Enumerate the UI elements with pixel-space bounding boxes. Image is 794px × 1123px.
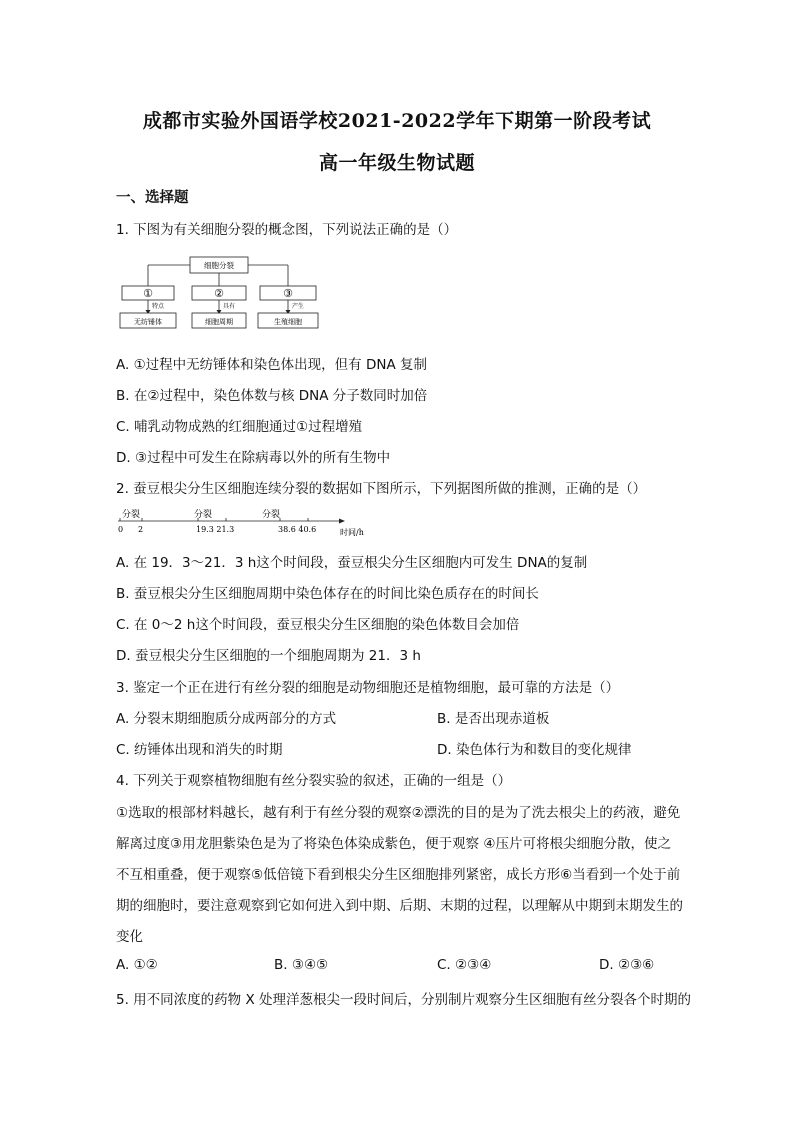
q4-body-line: 不互相重叠，便于观察⑤低倍镜下看到根尖分生区细胞排列紧密，成长方形⑥当看到一个处于前	[116, 867, 681, 883]
q2-stem: 2. 蚕豆根尖分生区细胞连续分裂的数据如下图所示，下列据图所做的推测，正确的是（）	[116, 481, 647, 497]
diagram-box-3: ③	[283, 287, 293, 300]
diagram-top-label: 细胞分裂	[204, 261, 234, 270]
q4-body-line: ①选取的根部材料越长，越有利于有丝分裂的观察②漂洗的目的是为了洗去根尖上的药液，避免	[116, 805, 681, 821]
diagram-bottom-2: 细胞周期	[205, 318, 233, 326]
timeline-label-2: 分裂	[194, 510, 213, 520]
cell-cycle-timeline	[116, 505, 376, 541]
q4-stem: 4. 下列关于观察植物细胞有丝分裂实验的叙述，正确的一组是（）	[116, 773, 512, 789]
q3-option-c: C. 纺锤体出现和消失的时期	[116, 742, 283, 758]
q4-option-d: D. ②③⑥	[599, 957, 655, 973]
q1-option-b: B. 在②过程中，染色体数与核 DNA 分子数同时加倍	[116, 388, 428, 404]
q4-body-line: 变化	[116, 929, 143, 945]
q2-option-b: B. 蚕豆根尖分生区细胞周期中染色体存在的时间比染色质存在的时间长	[116, 586, 539, 602]
diagram-box-2: ②	[214, 287, 224, 300]
cell-division-concept-diagram	[118, 255, 328, 330]
exam-title: 成都市实验外国语学校2021-2022学年下期第一阶段考试	[142, 110, 652, 132]
timeline-label-3: 分裂	[262, 510, 281, 520]
q1-option-a: A. ①过程中无纺锤体和染色体出现，但有 DNA 复制	[116, 357, 427, 373]
q5-stem: 5. 用不同浓度的药物 X 处理洋葱根尖一段时间后，分别制片观察分生区细胞有丝分裂各个时期的	[116, 992, 692, 1008]
q1-stem: 1. 下图为有关细胞分裂的概念图，下列说法正确的是（）	[116, 222, 458, 238]
diagram-link-3: 产生	[292, 303, 305, 310]
diagram-link-1: 特点	[152, 303, 165, 310]
q4-option-b: B. ③④⑤	[274, 957, 329, 973]
q4-body-line: 解离过度③用龙胆紫染色是为了将染色体染成紫色，便于观察 ④压片可将根尖细胞分散，使之	[116, 836, 671, 852]
exam-subtitle: 高一年级生物试题	[318, 152, 475, 174]
diagram-bottom-3: 生殖细胞	[274, 318, 302, 326]
q3-stem: 3. 鉴定一个正在进行有丝分裂的细胞是动物细胞还是植物细胞，最可靠的方法是（）	[116, 680, 620, 696]
section-heading: 一、选择题	[116, 190, 189, 206]
timeline-tick-2: 2	[138, 525, 144, 534]
q2-option-d: D. 蚕豆根尖分生区细胞的一个细胞周期为 21．3 h	[116, 648, 421, 664]
timeline-axis-label: 时间/h	[340, 528, 364, 537]
q2-option-c: C. 在 0～2 h这个时间段，蚕豆根尖分生区细胞的染色体数目会加倍	[116, 617, 520, 633]
timeline-tick-19-21: 19.3 21.3	[196, 525, 235, 534]
diagram-bottom-1: 无纺锤体	[134, 318, 162, 326]
q3-option-b: B. 是否出现赤道板	[437, 711, 550, 727]
timeline-tick-0: 0	[118, 525, 124, 534]
q3-option-d: D. 染色体行为和数目的变化规律	[437, 742, 632, 758]
q1-option-c: C. 哺乳动物成熟的红细胞通过①过程增殖	[116, 419, 363, 435]
q1-option-d: D. ③过程中可发生在除病毒以外的所有生物中	[116, 450, 391, 466]
q3-option-a: A. 分裂末期细胞质分成两部分的方式	[116, 711, 337, 727]
diagram-box-1: ①	[143, 287, 153, 300]
q2-option-a: A. 在 19．3～21．3 h这个时间段，蚕豆根尖分生区细胞内可发生 DNA的复制	[116, 555, 588, 571]
q4-option-c: C. ②③④	[437, 957, 492, 973]
q4-option-a: A. ①②	[116, 957, 158, 973]
timeline-tick-38-40: 38.6 40.6	[278, 525, 317, 534]
diagram-link-2: 具有	[223, 303, 236, 310]
timeline-label-1: 分裂	[122, 510, 141, 520]
q4-body-line: 期的细胞时，要注意观察到它如何进入到中期、后期、末期的过程，以理解从中期到末期发生的	[116, 898, 683, 914]
